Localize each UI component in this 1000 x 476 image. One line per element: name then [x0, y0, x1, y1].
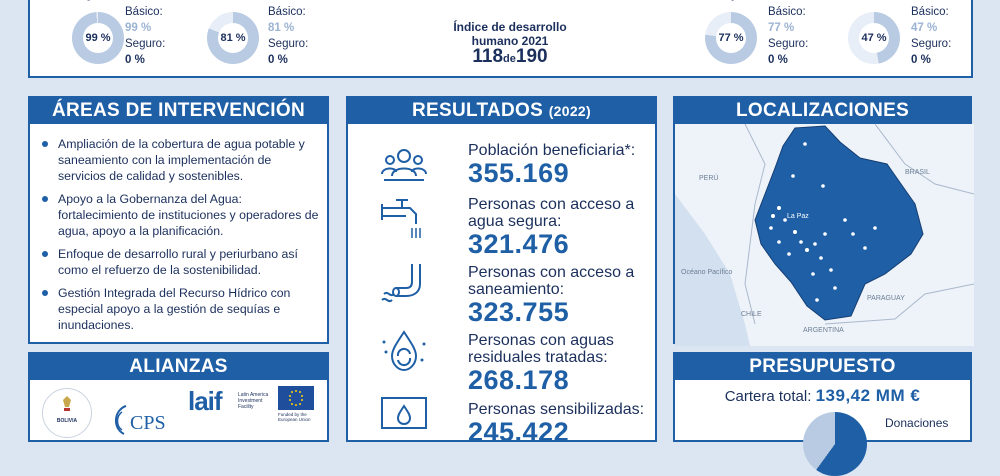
result-item: Personas sensibilizadas: 245.422 [468, 401, 645, 447]
panel-title: PRESUPUESTO [675, 354, 970, 380]
list-item: Apoyo a la Gobernanza del Agua: fortalecimiento de instituciones y operadores de agua, apoyo a la planificación. [42, 191, 319, 239]
panel-title: ALIANZAS [30, 354, 327, 380]
donut-ring [72, 12, 124, 64]
coverage-values: Básico: 81 % Seguro: 0 % [268, 6, 309, 66]
awareness-icon [378, 396, 430, 440]
map-label-peru: PERÚ [699, 175, 719, 182]
alianzas-panel [28, 352, 329, 442]
ring-percent: 99 % [85, 32, 111, 44]
map-label-la-paz: La Paz [787, 213, 809, 220]
people-icon [378, 144, 430, 188]
coverage-values: Básico: 99 % Seguro: 0 % [125, 6, 166, 66]
idh-indicator: Índice de desarrollo humano 2021 118de190 [440, 20, 580, 66]
coverage-values: Básico: 47 % Seguro: 0 % [911, 6, 952, 66]
eu-logo: Funded by the European Union [278, 386, 320, 426]
panel-title: RESULTADOS (2022) [348, 98, 655, 124]
list-item: Gestión Integrada del Recurso Hídrico con especial apoyo a la gestión de sequías e inundaciones. [42, 285, 319, 333]
cut-label [860, 0, 886, 1]
eu-flag-icon [278, 386, 314, 410]
map-label-paraguay: PARAGUAY [867, 295, 905, 302]
cut-label [712, 0, 748, 1]
cps-logo: CPS [108, 400, 178, 440]
areas-list [42, 136, 319, 340]
ring-percent: 81 % [220, 32, 246, 44]
cut-label [68, 0, 104, 1]
budget-donut [803, 412, 867, 476]
bolivia-map [675, 124, 974, 346]
bolivia-logo: BOLIVIA [42, 388, 92, 438]
areas-panel [28, 96, 329, 344]
donut-ring [705, 12, 757, 64]
panel-title: ÁREAS DE INTERVENCIÓN [30, 98, 327, 124]
list-item: Ampliación de la cobertura de agua potable y saneamiento con la implementación de servicios de calidad y sostenibles. [42, 136, 319, 184]
ring-percent: 47 % [861, 32, 887, 44]
localizaciones-panel [673, 96, 972, 344]
donut-ring [848, 12, 900, 64]
cartera-total: Cartera total: 139,42 MM € [724, 386, 921, 405]
presupuesto-panel [673, 352, 972, 442]
sanitation-pipe-icon [378, 262, 430, 306]
list-item: Enfoque de desarrollo rural y periurbano así como el refuerzo de la sostenibilidad. [42, 246, 319, 278]
faucet-icon [378, 194, 430, 238]
panel-title: LOCALIZACIONES [675, 98, 970, 124]
result-item: Personas con acceso a saneamiento: 323.755 [468, 264, 635, 327]
cut-label [218, 0, 244, 1]
result-item: Personas con aguas residuales tratadas: 268.178 [468, 332, 614, 395]
map-label-argentina: ARGENTINA [803, 327, 844, 334]
ring-percent: 77 % [718, 32, 744, 44]
result-item: Personas con acceso a agua segura: 321.476 [468, 196, 635, 259]
map-label-chile: CHILE [741, 311, 762, 318]
idh-rank: 118de190 [472, 46, 548, 67]
laif-logo: laif Latin America Investment Facility [188, 386, 269, 416]
coverage-values: Básico: 77 % Seguro: 0 % [768, 6, 809, 66]
donut-ring [207, 12, 259, 64]
legend-donaciones: Donaciones [885, 416, 949, 430]
map-label-brasil: BRASIL [905, 169, 930, 176]
top-indicators-panel [28, 0, 973, 78]
resultados-panel [346, 96, 657, 447]
water-recycle-icon [378, 330, 430, 374]
coat-of-arms-icon [57, 395, 77, 413]
result-item: Población beneficiaria*: 355.169 [468, 142, 636, 188]
map-label-oceano: Océano Pacífico [681, 269, 733, 276]
